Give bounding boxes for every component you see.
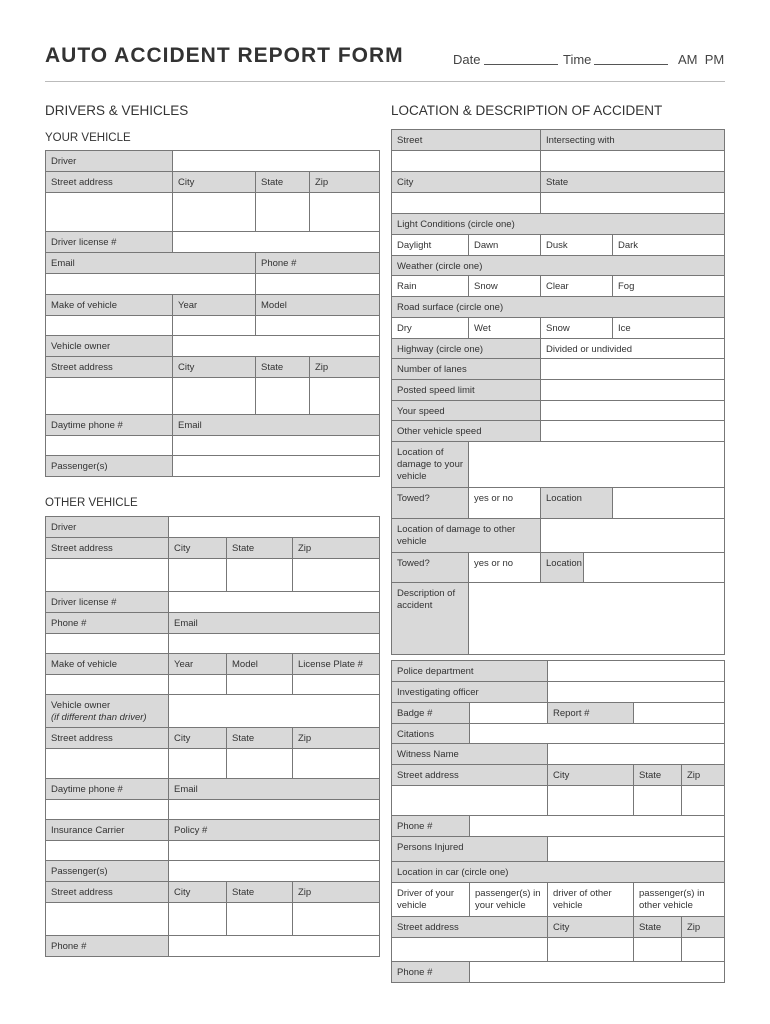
field-label xyxy=(391,487,469,519)
cell-text: Phone # xyxy=(397,967,433,978)
option-cell[interactable] xyxy=(540,234,613,256)
header-divider xyxy=(45,81,725,82)
location-description-heading: LOCATION & DESCRIPTION OF ACCIDENT xyxy=(391,103,663,118)
field-label xyxy=(391,815,470,837)
cell-text: passenger(s) in other vehicle xyxy=(639,888,705,911)
input-cell[interactable] xyxy=(547,743,725,765)
input-cell[interactable] xyxy=(469,815,725,837)
input-cell[interactable] xyxy=(168,591,380,613)
cell-text: Street address xyxy=(51,543,113,554)
input-cell[interactable] xyxy=(469,702,548,724)
option-cell[interactable] xyxy=(633,882,725,917)
cell-text: Daytime phone # xyxy=(51,784,123,795)
option-cell[interactable] xyxy=(612,234,725,256)
input-cell[interactable] xyxy=(168,935,380,957)
input-cell[interactable] xyxy=(540,400,725,421)
cell-text: Highway (circle one) xyxy=(397,344,484,355)
field-label xyxy=(255,171,310,193)
input-cell[interactable] xyxy=(45,192,173,232)
cell-text: Location of damage to other vehicle xyxy=(397,524,516,547)
cell-text: Divided or undivided xyxy=(546,344,633,355)
input-cell[interactable] xyxy=(45,435,173,456)
input-cell[interactable] xyxy=(309,377,380,415)
option-cell[interactable] xyxy=(468,317,541,339)
cell-text: Driver license # xyxy=(51,597,117,608)
option-cell[interactable] xyxy=(540,275,613,297)
field-label xyxy=(45,653,169,675)
input-cell[interactable] xyxy=(45,748,169,779)
field-label xyxy=(45,694,169,728)
option-cell[interactable] xyxy=(468,234,541,256)
field-label xyxy=(391,358,541,380)
cell-text: Street address xyxy=(51,733,113,744)
input-cell[interactable] xyxy=(547,836,725,862)
input-cell[interactable] xyxy=(45,273,256,295)
cell-text: Location of damage to your vehicle xyxy=(397,447,464,482)
input-cell[interactable] xyxy=(172,455,380,477)
cell-text: Zip xyxy=(298,887,312,898)
input-cell[interactable] xyxy=(226,902,293,936)
input-cell[interactable] xyxy=(633,937,682,962)
field-label xyxy=(681,916,725,938)
input-cell[interactable] xyxy=(583,552,725,583)
am-pm-label: AM PM xyxy=(678,52,725,67)
field-label xyxy=(391,836,548,862)
field-label xyxy=(45,860,169,882)
cell-text: Zip xyxy=(315,177,329,188)
date-label: Date xyxy=(453,52,481,67)
date-field[interactable] xyxy=(484,64,558,65)
field-label xyxy=(45,252,256,274)
input-cell[interactable] xyxy=(168,516,380,538)
input-cell[interactable] xyxy=(540,420,725,442)
field-label xyxy=(391,129,541,151)
field-label xyxy=(45,171,173,193)
option-cell[interactable] xyxy=(547,882,634,917)
field-label xyxy=(391,961,470,983)
field-label xyxy=(168,727,227,749)
cell-text: State xyxy=(232,887,255,898)
field-label xyxy=(633,764,682,786)
cell-text: Witness Name xyxy=(397,749,459,760)
field-label xyxy=(45,935,169,957)
input-cell[interactable] xyxy=(168,860,380,882)
field-label xyxy=(540,552,584,583)
input-cell[interactable] xyxy=(45,799,169,820)
option-cell[interactable] xyxy=(468,552,541,583)
field-label xyxy=(226,537,293,559)
field-label xyxy=(168,881,227,903)
field-label xyxy=(172,171,256,193)
field-label xyxy=(547,702,634,724)
cell-text: Investigating officer xyxy=(397,687,479,698)
cell-text: Zip xyxy=(298,543,312,554)
field-label xyxy=(391,518,541,553)
option-cell[interactable] xyxy=(540,338,725,359)
field-label xyxy=(226,727,293,749)
input-cell[interactable] xyxy=(45,840,169,861)
cell-text: Year xyxy=(178,300,198,311)
cell-text: Your speed xyxy=(397,406,445,417)
input-cell[interactable] xyxy=(226,674,293,695)
time-label: Time xyxy=(563,52,592,67)
option-cell[interactable] xyxy=(391,275,469,297)
your-vehicle-heading: YOUR VEHICLE xyxy=(45,132,131,144)
input-cell[interactable] xyxy=(172,377,256,415)
cell-text: Dawn xyxy=(474,240,499,251)
cell-text: Wet xyxy=(474,323,491,334)
field-label xyxy=(45,294,173,316)
cell-text: Fog xyxy=(618,281,635,292)
field-label xyxy=(172,356,256,378)
field-label xyxy=(255,294,380,316)
cell-text: Make of vehicle xyxy=(51,300,118,311)
cell-text: Zip xyxy=(315,362,329,373)
input-cell[interactable] xyxy=(292,902,380,936)
field-label xyxy=(391,681,548,703)
input-cell[interactable] xyxy=(633,785,682,816)
cell-text: Location in car (circle one) xyxy=(397,867,509,878)
field-label xyxy=(292,727,380,749)
cell-text: Towed? xyxy=(397,558,430,569)
option-cell[interactable] xyxy=(612,317,725,339)
field-label xyxy=(547,916,634,938)
option-cell[interactable] xyxy=(469,882,548,917)
cell-text: State xyxy=(639,770,662,781)
field-label xyxy=(45,231,173,253)
field-label xyxy=(540,487,613,519)
cell-text: Ice xyxy=(618,323,631,334)
cell-text: Snow xyxy=(546,323,570,334)
input-cell[interactable] xyxy=(168,633,380,654)
cell-text: Badge # xyxy=(397,708,433,719)
option-cell[interactable] xyxy=(391,234,469,256)
cell-text: City xyxy=(174,733,191,744)
input-cell[interactable] xyxy=(540,358,725,380)
cell-text: Policy # xyxy=(174,825,208,836)
field-label xyxy=(540,129,725,151)
field-label xyxy=(45,414,173,436)
input-cell[interactable] xyxy=(468,582,725,655)
field-label xyxy=(45,356,173,378)
cell-text: Email xyxy=(174,784,198,795)
field-label xyxy=(540,171,725,193)
cell-text: City xyxy=(178,362,195,373)
cell-text: Make of vehicle xyxy=(51,659,118,670)
input-cell[interactable] xyxy=(633,702,725,724)
input-cell[interactable] xyxy=(172,150,380,172)
field-label xyxy=(391,764,548,786)
field-label xyxy=(45,591,169,613)
input-cell[interactable] xyxy=(540,192,725,214)
field-label xyxy=(168,612,380,634)
input-cell[interactable] xyxy=(391,785,548,816)
cell-text: Road surface (circle one) xyxy=(397,302,504,313)
cell-text: Passenger(s) xyxy=(51,866,108,877)
cell-text: City xyxy=(397,177,414,188)
input-cell[interactable] xyxy=(172,231,380,253)
cell-text: Vehicle owner xyxy=(51,700,111,711)
field-label xyxy=(391,420,541,442)
cell-text: Email xyxy=(51,258,75,269)
option-cell[interactable] xyxy=(391,317,469,339)
input-cell[interactable] xyxy=(681,785,725,816)
field-label xyxy=(681,764,725,786)
input-cell[interactable] xyxy=(45,315,173,336)
input-cell[interactable] xyxy=(540,518,725,553)
cell-text: Snow xyxy=(474,281,498,292)
field-label xyxy=(309,356,380,378)
cell-text: Street xyxy=(397,135,423,146)
input-cell[interactable] xyxy=(45,674,169,695)
cell-text: Phone # xyxy=(397,821,433,832)
field-label xyxy=(391,660,548,682)
cell-text: Model xyxy=(261,300,287,311)
option-cell[interactable] xyxy=(540,317,613,339)
cell-text: Report # xyxy=(553,708,590,719)
input-cell[interactable] xyxy=(168,748,227,779)
cell-text: Email xyxy=(174,618,198,629)
input-cell[interactable] xyxy=(168,558,227,592)
field-label xyxy=(391,255,725,276)
cell-text: Model xyxy=(232,659,258,670)
cell-text: yes or no xyxy=(474,558,514,569)
field-label xyxy=(226,881,293,903)
cell-text: Dusk xyxy=(546,240,568,251)
option-cell[interactable] xyxy=(468,487,541,519)
input-cell[interactable] xyxy=(547,681,725,703)
input-cell[interactable] xyxy=(45,558,169,592)
input-cell[interactable] xyxy=(469,723,725,744)
input-cell[interactable] xyxy=(172,335,380,357)
field-label xyxy=(391,338,541,359)
option-cell[interactable] xyxy=(391,882,470,917)
cell-text: City xyxy=(178,177,195,188)
time-field[interactable] xyxy=(594,64,668,65)
field-label xyxy=(45,778,169,800)
cell-text: Intersecting with xyxy=(546,135,615,146)
field-label xyxy=(45,819,169,841)
cell-text: Description of accident xyxy=(397,588,456,611)
cell-text: State xyxy=(261,362,284,373)
cell-text: Persons Injured xyxy=(397,842,464,853)
field-label xyxy=(391,743,548,765)
field-label xyxy=(45,537,169,559)
cell-text: Phone # xyxy=(261,258,297,269)
field-label xyxy=(45,881,169,903)
input-cell[interactable] xyxy=(255,315,380,336)
cell-text: Zip xyxy=(298,733,312,744)
input-cell[interactable] xyxy=(612,487,725,519)
field-label xyxy=(391,916,548,938)
cell-text: Light Conditions (circle one) xyxy=(397,219,515,230)
input-cell[interactable] xyxy=(172,435,380,456)
cell-text: Passenger(s) xyxy=(51,461,108,472)
cell-text: Citations xyxy=(397,729,434,740)
input-cell[interactable] xyxy=(226,558,293,592)
field-label xyxy=(292,653,380,675)
input-cell[interactable] xyxy=(168,840,380,861)
input-cell[interactable] xyxy=(255,377,310,415)
input-cell[interactable] xyxy=(391,150,541,172)
cell-text: Daylight xyxy=(397,240,432,251)
cell-text: yes or no xyxy=(474,493,514,504)
field-label xyxy=(391,552,469,583)
cell-text: Weather (circle one) xyxy=(397,261,483,272)
cell-text: City xyxy=(553,922,570,933)
field-label xyxy=(633,916,682,938)
field-label xyxy=(255,252,380,274)
input-cell[interactable] xyxy=(255,273,380,295)
field-label xyxy=(391,296,725,318)
cell-text: Year xyxy=(174,659,194,670)
field-label xyxy=(547,764,634,786)
input-cell[interactable] xyxy=(292,674,380,695)
field-label xyxy=(391,400,541,421)
field-label xyxy=(391,379,541,401)
cell-text: passenger(s) in your vehicle xyxy=(475,888,541,911)
cell-text: Clear xyxy=(546,281,569,292)
field-label xyxy=(309,171,380,193)
drivers-vehicles-heading: DRIVERS & VEHICLES xyxy=(45,103,189,118)
input-cell[interactable] xyxy=(255,192,310,232)
cell-text: Dark xyxy=(618,240,639,251)
field-label xyxy=(292,537,380,559)
field-label xyxy=(391,861,725,883)
field-label xyxy=(168,537,227,559)
field-label xyxy=(45,335,173,357)
cell-text: City xyxy=(174,887,191,898)
input-cell[interactable] xyxy=(468,441,725,488)
cell-text: Zip xyxy=(687,922,701,933)
input-cell[interactable] xyxy=(309,192,380,232)
cell-text: Daytime phone # xyxy=(51,420,123,431)
cell-text: State xyxy=(639,922,662,933)
cell-note: (if different than driver) xyxy=(51,712,147,723)
cell-text: City xyxy=(553,770,570,781)
input-cell[interactable] xyxy=(469,961,725,983)
cell-text: State xyxy=(261,177,284,188)
input-cell[interactable] xyxy=(540,379,725,401)
input-cell[interactable] xyxy=(45,633,169,654)
field-label xyxy=(391,702,470,724)
cell-text: Phone # xyxy=(51,941,87,952)
option-cell[interactable] xyxy=(468,275,541,297)
field-label xyxy=(391,213,725,235)
input-cell[interactable] xyxy=(168,674,227,695)
other-vehicle-heading: OTHER VEHICLE xyxy=(45,497,138,509)
option-cell[interactable] xyxy=(612,275,725,297)
cell-text: State xyxy=(232,543,255,554)
field-label xyxy=(391,582,469,655)
field-label xyxy=(292,881,380,903)
field-label xyxy=(255,356,310,378)
cell-text: Zip xyxy=(687,770,701,781)
input-cell[interactable] xyxy=(168,799,380,820)
cell-text: Street address xyxy=(397,922,459,933)
cell-text: Street address xyxy=(397,770,459,781)
field-label xyxy=(45,150,173,172)
input-cell[interactable] xyxy=(168,902,227,936)
cell-text: Dry xyxy=(397,323,412,334)
field-label xyxy=(45,455,173,477)
input-cell[interactable] xyxy=(540,150,725,172)
input-cell[interactable] xyxy=(292,748,380,779)
cell-text: Driver xyxy=(51,522,77,533)
input-cell[interactable] xyxy=(45,902,169,936)
cell-text: Driver license # xyxy=(51,237,117,248)
cell-text: Phone # xyxy=(51,618,87,629)
field-label xyxy=(391,723,470,744)
cell-text: City xyxy=(174,543,191,554)
cell-text: Number of lanes xyxy=(397,364,467,375)
input-cell[interactable] xyxy=(292,558,380,592)
cell-text: driver of other vehicle xyxy=(553,888,612,911)
cell-text: Police department xyxy=(397,666,474,677)
cell-text: Street address xyxy=(51,362,113,373)
field-label xyxy=(45,612,169,634)
input-cell[interactable] xyxy=(681,937,725,962)
input-cell[interactable] xyxy=(391,937,548,962)
input-cell[interactable] xyxy=(172,192,256,232)
cell-text: Towed? xyxy=(397,493,430,504)
cell-text: Street address xyxy=(51,887,113,898)
cell-text: Other vehicle speed xyxy=(397,426,482,437)
input-cell[interactable] xyxy=(547,937,634,962)
field-label xyxy=(168,819,380,841)
input-cell[interactable] xyxy=(226,748,293,779)
cell-text: Driver of your vehicle xyxy=(397,888,455,911)
cell-text: State xyxy=(232,733,255,744)
input-cell[interactable] xyxy=(172,315,256,336)
cell-text: Vehicle owner xyxy=(51,341,111,352)
field-label xyxy=(45,727,169,749)
cell-text: Street address xyxy=(51,177,113,188)
cell-text: Insurance Carrier xyxy=(51,825,125,836)
field-label xyxy=(226,653,293,675)
cell-text: License Plate # xyxy=(298,659,363,670)
field-label xyxy=(391,441,469,488)
cell-text: Location xyxy=(546,558,582,569)
field-label xyxy=(168,778,380,800)
field-label xyxy=(172,414,380,436)
input-cell[interactable] xyxy=(547,660,725,682)
field-label xyxy=(45,516,169,538)
form-title: AUTO ACCIDENT REPORT FORM xyxy=(45,44,404,67)
cell-text: Location xyxy=(546,493,582,504)
input-cell[interactable] xyxy=(168,694,380,728)
input-cell[interactable] xyxy=(391,192,541,214)
cell-text: State xyxy=(546,177,569,188)
field-label xyxy=(168,653,227,675)
cell-text: Rain xyxy=(397,281,417,292)
input-cell[interactable] xyxy=(547,785,634,816)
cell-text: Driver xyxy=(51,156,77,167)
cell-text: Email xyxy=(178,420,202,431)
field-label xyxy=(172,294,256,316)
input-cell[interactable] xyxy=(45,377,173,415)
cell-text: Posted speed limit xyxy=(397,385,475,396)
field-label xyxy=(391,171,541,193)
